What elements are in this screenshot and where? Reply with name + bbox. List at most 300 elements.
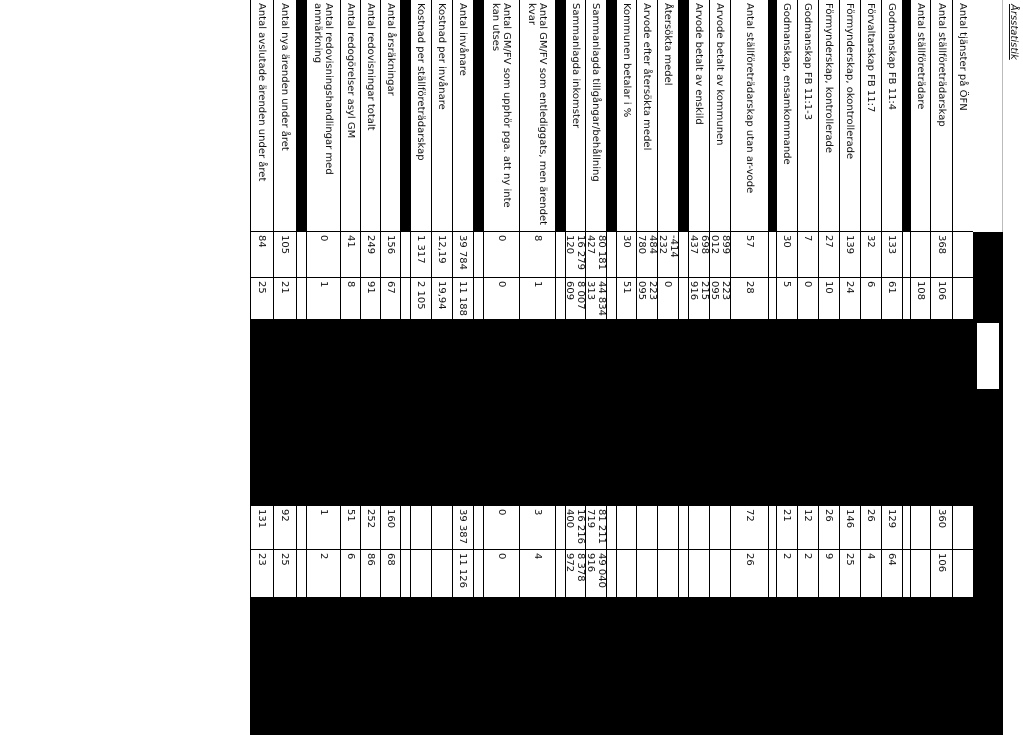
divider-cell: [679, 550, 689, 598]
table-row: [776, 0, 798, 735]
shaded-cell: [453, 356, 474, 392]
divider-band: [474, 0, 484, 232]
shaded-cell: [251, 392, 274, 506]
value-cell: 21: [777, 506, 798, 550]
divider-cell: [607, 598, 617, 735]
value-cell: 61: [882, 278, 903, 320]
divider-cell: [297, 320, 307, 356]
divider-cell: [679, 356, 689, 392]
value-cell: 28: [731, 278, 769, 320]
row-label: Kostnad per ställföreträdarskap: [411, 0, 432, 232]
shaded-cell: [931, 392, 953, 506]
shaded-cell: [710, 392, 731, 506]
row-label: Antal GM/FV som upphör pga. att ny inte kan utses: [484, 0, 520, 232]
shaded-cell: [453, 598, 474, 735]
table-row: [340, 0, 361, 735]
table-row: [452, 0, 474, 735]
shaded-cell: [931, 320, 953, 356]
shaded-cell: [341, 392, 361, 506]
value-cell: 51: [341, 506, 361, 550]
value-cell: 68: [381, 550, 401, 598]
value-cell: [911, 550, 931, 598]
divider-cell: [607, 506, 617, 550]
shaded-cell: [381, 392, 401, 506]
shaded-cell: [777, 320, 798, 356]
divider-cell: [556, 232, 566, 278]
shaded-cell: [307, 320, 341, 356]
column-header-block: [973, 278, 1003, 320]
value-cell: [953, 232, 973, 278]
shaded-cell: [710, 320, 731, 356]
shaded-cell: [432, 392, 453, 506]
value-cell: 6: [341, 550, 361, 598]
table-row: [273, 0, 297, 735]
value-cell: 1: [520, 278, 556, 320]
column-header-block: [973, 320, 1003, 392]
shaded-cell: [658, 392, 679, 506]
table-row: [483, 0, 520, 735]
divider-cell: [607, 356, 617, 392]
shaded-cell: [361, 356, 381, 392]
divider-cell: [556, 320, 566, 356]
value-cell: 11 126: [453, 550, 474, 598]
shaded-cell: [731, 356, 769, 392]
shaded-cell: [911, 392, 931, 506]
divider-cell: [474, 278, 484, 320]
divider-cell: [679, 232, 689, 278]
shaded-cell: [658, 320, 679, 356]
value-cell: 0: [484, 506, 520, 550]
shaded-cell: [307, 392, 341, 506]
shaded-cell: [798, 356, 819, 392]
shaded-cell: [710, 598, 731, 735]
table-row: [565, 0, 586, 735]
section-divider: [400, 0, 411, 735]
row-label: Förvaltarskap FB 11:7: [861, 0, 882, 232]
shaded-cell: [840, 598, 861, 735]
shaded-cell: [689, 598, 710, 735]
value-cell: 249: [361, 232, 381, 278]
value-cell: [710, 506, 731, 550]
divider-cell: [903, 392, 911, 506]
shaded-cell: [617, 598, 637, 735]
divider-cell: [297, 598, 307, 735]
shaded-cell: [953, 356, 973, 392]
value-cell: [689, 506, 710, 550]
row-label: Antal årsräkningar: [381, 0, 401, 232]
shaded-cell: [361, 598, 381, 735]
shaded-cell: [520, 356, 556, 392]
page-title: Årsstatistik: [1008, 4, 1019, 60]
shaded-cell: [861, 392, 882, 506]
value-cell: 11 188: [453, 278, 474, 320]
shaded-cell: [520, 392, 556, 506]
value-cell: [617, 506, 637, 550]
shaded-cell: [882, 320, 903, 356]
value-cell: 30: [777, 232, 798, 278]
divider-cell: [903, 598, 911, 735]
value-cell: 223 095: [637, 278, 658, 320]
value-cell: [411, 506, 432, 550]
row-label: Återsökta medel: [658, 0, 679, 232]
shaded-cell: [911, 598, 931, 735]
value-cell: 26: [819, 506, 840, 550]
divider-cell: [769, 278, 777, 320]
value-cell: [658, 550, 679, 598]
value-cell: 41: [341, 232, 361, 278]
shaded-cell: [586, 356, 607, 392]
value-cell: 146: [840, 506, 861, 550]
shaded-cell: [840, 392, 861, 506]
value-cell: 26: [861, 506, 882, 550]
divider-cell: [474, 232, 484, 278]
divider-cell: [474, 320, 484, 356]
value-cell: 4: [520, 550, 556, 598]
table-row: [380, 0, 401, 735]
value-cell: [953, 550, 973, 598]
table-row: [730, 0, 769, 735]
value-cell: 19,94: [432, 278, 453, 320]
shaded-cell: [637, 320, 658, 356]
shaded-cell: [953, 392, 973, 506]
shaded-cell: [819, 320, 840, 356]
row-label: Kommunen betalar i %: [617, 0, 637, 232]
shaded-cell: [341, 320, 361, 356]
row-label: Förmynderskap, okontrollerade: [840, 0, 861, 232]
divider-cell: [679, 392, 689, 506]
shaded-cell: [274, 320, 297, 356]
divider-cell: [401, 598, 411, 735]
divider-cell: [556, 550, 566, 598]
divider-cell: [679, 278, 689, 320]
table-row: [250, 0, 274, 735]
divider-cell: [607, 232, 617, 278]
value-cell: [432, 506, 453, 550]
shaded-cell: [586, 392, 607, 506]
table-row: [818, 0, 840, 735]
value-cell: 26: [731, 550, 769, 598]
shaded-cell: [731, 320, 769, 356]
value-cell: 252: [361, 506, 381, 550]
value-cell: 49 040 916: [586, 550, 607, 598]
divider-cell: [903, 550, 911, 598]
shaded-cell: [911, 320, 931, 356]
shaded-cell: [566, 320, 586, 356]
divider-band: [769, 0, 777, 232]
row-label: Sammanlagda tillgångar/behållning: [586, 0, 607, 232]
value-cell: [953, 278, 973, 320]
shaded-cell: [586, 320, 607, 356]
value-cell: [658, 506, 679, 550]
row-label: Antal tjänster på ÖFN: [953, 0, 973, 232]
value-cell: 1: [307, 506, 341, 550]
shaded-cell: [819, 392, 840, 506]
section-divider: [606, 0, 617, 735]
shaded-cell: [861, 320, 882, 356]
value-cell: 84: [251, 232, 274, 278]
value-cell: 7: [798, 232, 819, 278]
divider-cell: [297, 392, 307, 506]
shaded-cell: [637, 356, 658, 392]
table-row: [585, 0, 607, 735]
value-cell: 2: [777, 550, 798, 598]
value-cell: 39 387: [453, 506, 474, 550]
value-cell: 86: [361, 550, 381, 598]
divider-cell: [769, 356, 777, 392]
shaded-cell: [520, 598, 556, 735]
value-cell: 16 216 400: [566, 506, 586, 550]
shaded-cell: [566, 392, 586, 506]
value-cell: 368: [931, 232, 953, 278]
shaded-cell: [411, 356, 432, 392]
row-label: Arvode betalt av enskild: [689, 0, 710, 232]
section-divider: [296, 0, 307, 735]
value-cell: 106: [931, 278, 953, 320]
value-cell: 12: [798, 506, 819, 550]
shaded-cell: [658, 598, 679, 735]
shaded-cell: [341, 598, 361, 735]
shaded-cell: [520, 320, 556, 356]
divider-cell: [679, 506, 689, 550]
divider-cell: [769, 506, 777, 550]
section-divider: [678, 0, 689, 735]
row-label: Antal redovisningar totalt: [361, 0, 381, 232]
shaded-cell: [381, 356, 401, 392]
value-cell: 360: [931, 506, 953, 550]
shaded-cell: [274, 598, 297, 735]
shaded-cell: [484, 598, 520, 735]
value-cell: 4: [861, 550, 882, 598]
value-cell: [432, 550, 453, 598]
value-cell: 139: [840, 232, 861, 278]
divider-band: [903, 0, 911, 232]
value-cell: 899 012: [710, 232, 731, 278]
shaded-cell: [251, 356, 274, 392]
value-cell: 0: [484, 278, 520, 320]
shaded-cell: [953, 320, 973, 356]
table-row: [860, 0, 882, 735]
value-cell: [637, 506, 658, 550]
value-cell: [710, 550, 731, 598]
shaded-cell: [798, 320, 819, 356]
row-label: Förmynderskap, kontrollerade: [819, 0, 840, 232]
shaded-cell: [361, 320, 381, 356]
row-label: Kostnad per invånare: [432, 0, 453, 232]
column-header-block: [973, 392, 1003, 550]
divider-cell: [769, 392, 777, 506]
divider-cell: [401, 232, 411, 278]
divider-cell: [474, 598, 484, 735]
divider-cell: [769, 598, 777, 735]
divider-band: [679, 0, 689, 232]
table-row: [930, 0, 953, 735]
divider-cell: [474, 506, 484, 550]
row-label: Antal redogörelser asyl GM: [341, 0, 361, 232]
table-row: [519, 0, 556, 735]
shaded-cell: [911, 356, 931, 392]
shaded-cell: [432, 598, 453, 735]
value-cell: 44 834 313: [586, 278, 607, 320]
shaded-cell: [566, 598, 586, 735]
shaded-cell: [484, 356, 520, 392]
divider-cell: [401, 320, 411, 356]
value-cell: 92: [274, 506, 297, 550]
shaded-cell: [432, 356, 453, 392]
value-cell: [911, 232, 931, 278]
value-cell: [637, 550, 658, 598]
value-cell: -414 232: [658, 232, 679, 278]
value-cell: 30: [617, 232, 637, 278]
value-cell: 57: [731, 232, 769, 278]
value-cell: 51: [617, 278, 637, 320]
value-cell: 484 780: [637, 232, 658, 278]
value-cell: 2 105: [411, 278, 432, 320]
shaded-cell: [341, 356, 361, 392]
value-cell: 131: [251, 506, 274, 550]
value-cell: 72: [731, 506, 769, 550]
shaded-cell: [274, 356, 297, 392]
table-row: [431, 0, 453, 735]
value-cell: [911, 506, 931, 550]
shaded-cell: [361, 392, 381, 506]
value-cell: 6: [861, 278, 882, 320]
shaded-cell: [251, 320, 274, 356]
shaded-cell: [710, 356, 731, 392]
shaded-cell: [307, 598, 341, 735]
shaded-cell: [411, 320, 432, 356]
divider-cell: [769, 320, 777, 356]
table-row: [709, 0, 731, 735]
shaded-cell: [931, 356, 953, 392]
shaded-cell: [819, 598, 840, 735]
divider-cell: [401, 356, 411, 392]
table-row: [306, 0, 341, 735]
value-cell: 129: [882, 506, 903, 550]
divider-cell: [401, 392, 411, 506]
divider-cell: [474, 356, 484, 392]
shaded-cell: [411, 392, 432, 506]
shaded-cell: [617, 356, 637, 392]
value-cell: 0: [658, 278, 679, 320]
value-cell: 81 211 719: [586, 506, 607, 550]
value-cell: 10: [819, 278, 840, 320]
divider-band: [556, 0, 566, 232]
divider-cell: [679, 598, 689, 735]
shaded-cell: [251, 598, 274, 735]
divider-band: [297, 0, 307, 232]
row-label: Antal avslutade ärenden under året: [251, 0, 274, 232]
shaded-cell: [453, 320, 474, 356]
shaded-cell: [689, 392, 710, 506]
shaded-cell: [307, 356, 341, 392]
value-cell: 8: [520, 232, 556, 278]
value-cell: 215 916: [689, 278, 710, 320]
value-cell: 223 095: [710, 278, 731, 320]
value-cell: 0: [307, 232, 341, 278]
column-header-block: [973, 550, 1003, 735]
value-cell: 133: [882, 232, 903, 278]
divider-cell: [297, 356, 307, 392]
value-cell: 0: [798, 278, 819, 320]
shaded-cell: [861, 356, 882, 392]
value-cell: [411, 550, 432, 598]
shaded-cell: [953, 598, 973, 735]
row-label: Antal ställföreträdare: [911, 0, 931, 232]
shaded-cell: [931, 598, 953, 735]
shaded-cell: [411, 598, 432, 735]
section-divider: [768, 0, 777, 735]
divider-cell: [679, 320, 689, 356]
value-cell: 25: [840, 550, 861, 598]
shaded-cell: [566, 356, 586, 392]
table-row: [688, 0, 710, 735]
shaded-cell: [861, 598, 882, 735]
value-cell: 0: [484, 550, 520, 598]
shaded-cell: [453, 392, 474, 506]
shaded-cell: [637, 392, 658, 506]
value-cell: 8 007 609: [566, 278, 586, 320]
value-cell: 105: [274, 232, 297, 278]
row-label: Antal GM/FV som entlediggats, men ärendet kvar: [520, 0, 556, 232]
value-cell: 156: [381, 232, 401, 278]
divider-band: [401, 0, 411, 232]
table-row: [410, 0, 432, 735]
divider-cell: [769, 550, 777, 598]
shaded-cell: [381, 598, 401, 735]
shaded-cell: [689, 320, 710, 356]
divider-cell: [401, 506, 411, 550]
shaded-cell: [840, 320, 861, 356]
divider-cell: [556, 506, 566, 550]
divider-cell: [474, 392, 484, 506]
value-cell: 39 784: [453, 232, 474, 278]
divider-cell: [401, 278, 411, 320]
shaded-cell: [882, 356, 903, 392]
row-label: Antal ställföreträdarskap utan ar-vode: [731, 0, 769, 232]
row-label: Arvode efter återsökta medel: [637, 0, 658, 232]
value-cell: 1: [307, 278, 341, 320]
shaded-cell: [274, 392, 297, 506]
table-row: [616, 0, 637, 735]
shaded-cell: [381, 320, 401, 356]
divider-cell: [903, 278, 911, 320]
value-cell: 160: [381, 506, 401, 550]
value-cell: 8: [341, 278, 361, 320]
divider-cell: [297, 232, 307, 278]
shaded-cell: [777, 356, 798, 392]
row-label: Arvode betalt av kommunen: [710, 0, 731, 232]
column-header-block: [973, 232, 1003, 278]
divider-cell: [556, 356, 566, 392]
divider-cell: [297, 550, 307, 598]
row-label: Antal ställföreträdarskap: [931, 0, 953, 232]
table-row: [910, 0, 931, 735]
shaded-cell: [658, 356, 679, 392]
table-row: [360, 0, 381, 735]
value-cell: [617, 550, 637, 598]
table-row: [657, 0, 679, 735]
shaded-cell: [882, 392, 903, 506]
value-cell: 9: [819, 550, 840, 598]
value-cell: 106: [931, 550, 953, 598]
section-divider: [902, 0, 911, 735]
shaded-cell: [484, 320, 520, 356]
shaded-cell: [484, 392, 520, 506]
value-cell: 67: [381, 278, 401, 320]
divider-band: [607, 0, 617, 232]
row-label: Antal redovisningshandlingar med anmärkning: [307, 0, 341, 232]
table-row: [797, 0, 819, 735]
